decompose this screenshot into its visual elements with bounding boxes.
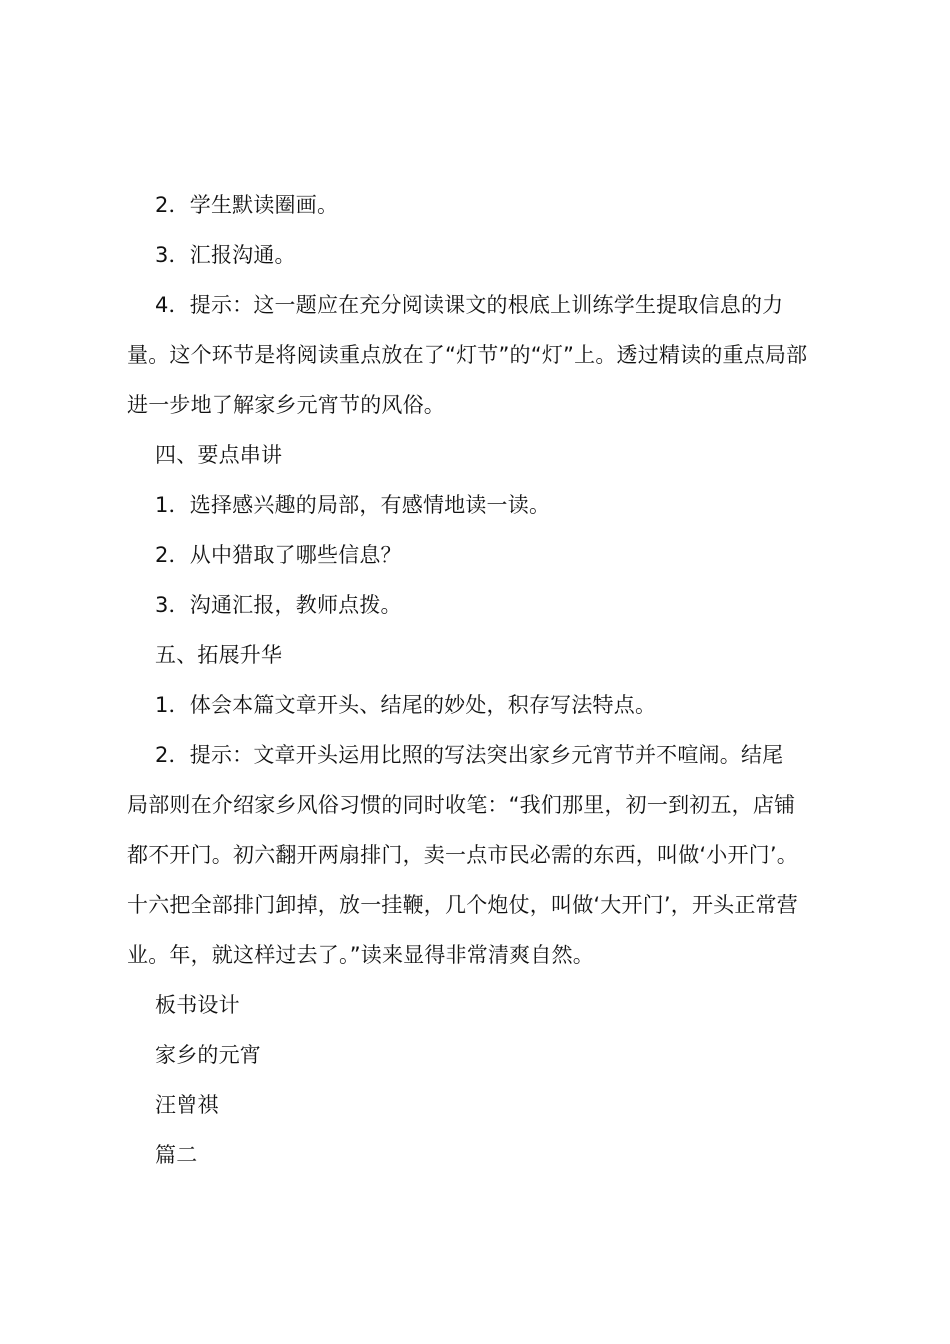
- board-design-title: 家乡的元宵: [155, 1043, 261, 1067]
- list-item-read-circle: 2．学生默读圈画。: [155, 193, 339, 217]
- list-item-report: 3．汇报沟通。: [155, 243, 296, 267]
- section-heading-key-points: 四、要点串讲: [155, 443, 283, 467]
- section-heading-part-two: 篇二: [155, 1143, 198, 1167]
- board-design-heading: 板书设计: [155, 993, 240, 1017]
- list-item-choose-part: 1．选择感兴趣的局部，有感情地读一读。: [155, 493, 551, 517]
- section-heading-extension: 五、拓展升华: [155, 643, 283, 667]
- hint-paragraph-2-line-4: 十六把全部排门卸掉，放一挂鞭，几个炮仗，叫做‘大开门’，开头正常营: [127, 893, 798, 917]
- list-item-information: 2．从中猎取了哪些信息？: [155, 543, 402, 567]
- hint-paragraph-line-1: 4．提示：这一题应在充分阅读课文的根底上训练学生提取信息的力: [155, 293, 784, 317]
- hint-paragraph-2-line-2: 局部则在介绍家乡风俗习惯的同时收笔：“我们那里，初一到初五，店铺: [127, 793, 796, 817]
- hint-paragraph-2-line-3: 都不开门。初六翻开两扇排门，卖一点市民必需的东西，叫做‘小开门’。: [127, 843, 798, 867]
- hint-paragraph-line-2: 量。这个环节是将阅读重点放在了“灯节”的“灯”上。透过精读的重点局部: [127, 343, 808, 367]
- list-item-opening-ending: 1．体会本篇文章开头、结尾的妙处，积存写法特点。: [155, 693, 657, 717]
- hint-paragraph-2-line-5: 业。年，就这样过去了。”读来显得非常清爽自然。: [127, 943, 594, 967]
- hint-paragraph-2-line-1: 2．提示：文章开头运用比照的写法突出家乡元宵节并不喧闹。结尾: [155, 743, 784, 767]
- hint-paragraph-line-3: 进一步地了解家乡元宵节的风俗。: [127, 393, 445, 417]
- board-design-author: 汪曾祺: [155, 1093, 219, 1117]
- list-item-communicate: 3．沟通汇报，教师点拨。: [155, 593, 402, 617]
